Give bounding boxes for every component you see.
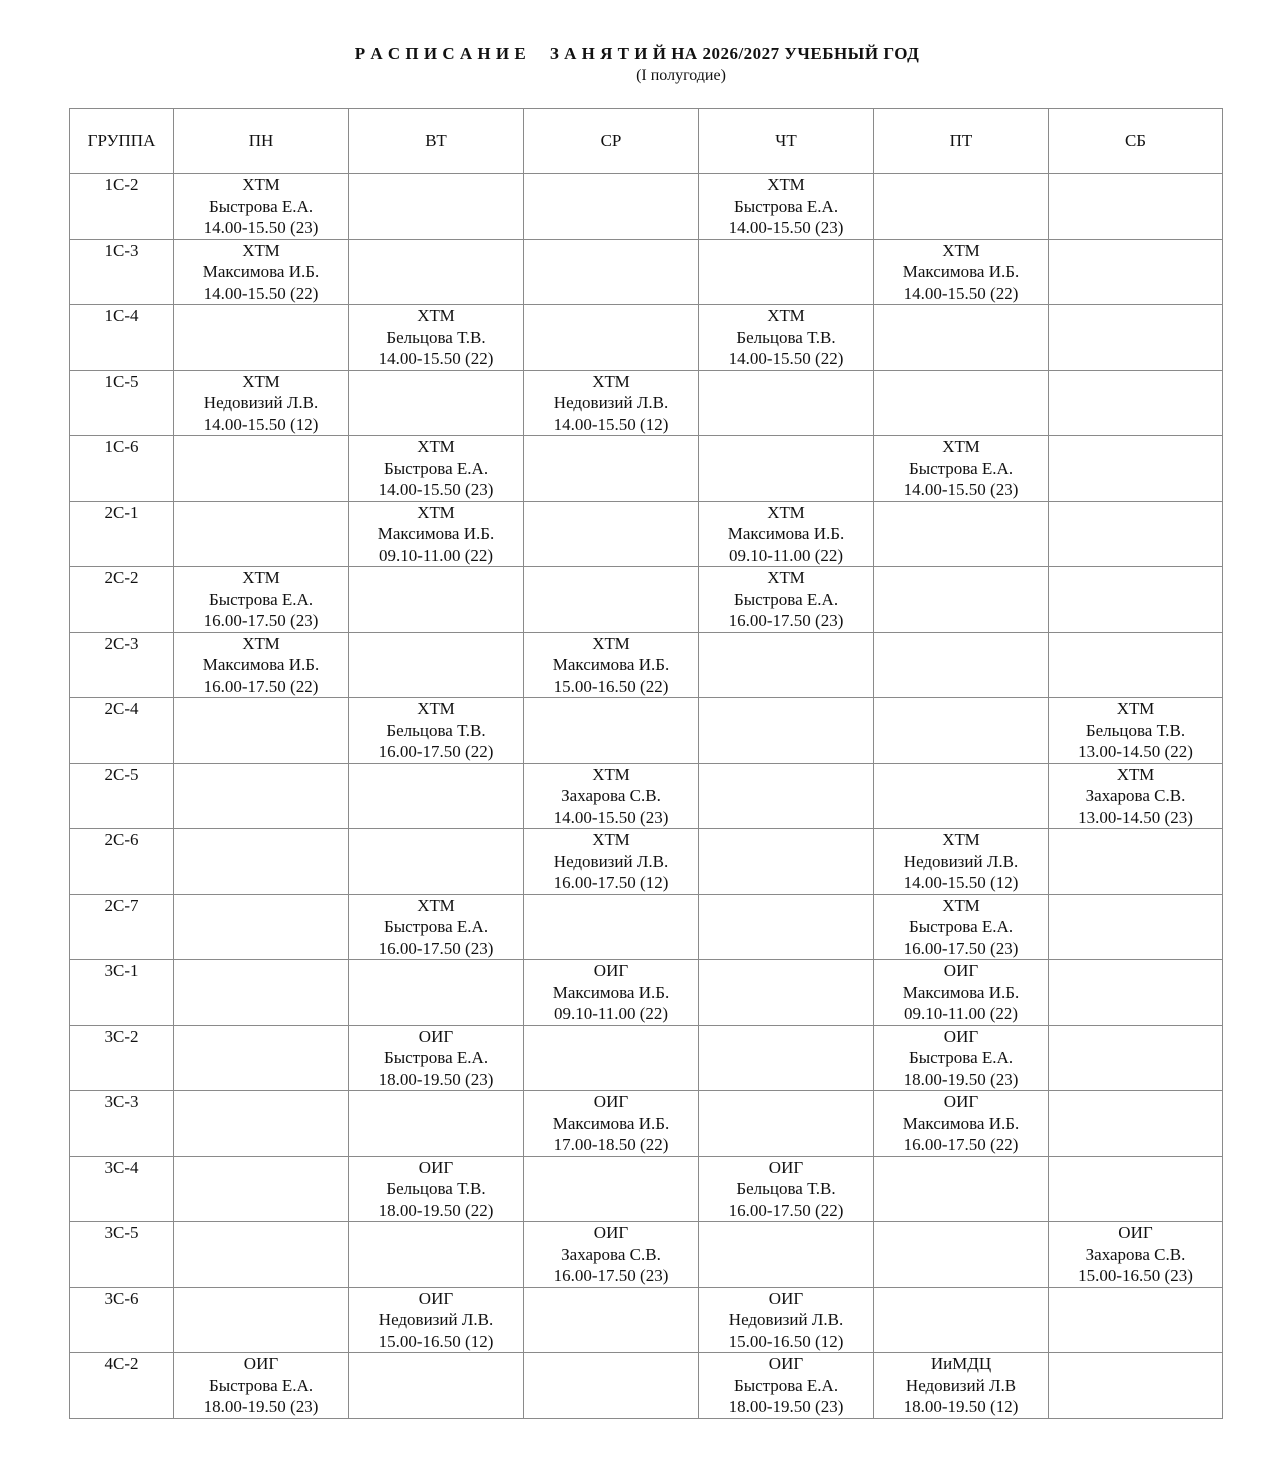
schedule-body	[70, 174, 1223, 1419]
cell-subject: ХТМ	[592, 633, 630, 653]
schedule-cell-mon	[174, 567, 349, 633]
schedule-cell-sat	[1049, 239, 1223, 305]
cell-subject: ХТМ	[242, 633, 280, 653]
group-cell: 2С-1	[70, 501, 174, 567]
cell-time-room: 18.00-19.50 (12)	[903, 1397, 1019, 1416]
cell-time-room: 14.00-15.50 (23)	[903, 480, 1019, 499]
schedule-cell-wed	[524, 305, 699, 371]
cell-time-room: 14.00-15.50 (22)	[728, 349, 844, 368]
table-row	[70, 174, 1223, 240]
schedule-cell-tue	[349, 567, 524, 633]
schedule-cell-sat	[1049, 370, 1223, 436]
table-row	[70, 1287, 1223, 1353]
schedule-cell-sat	[1049, 501, 1223, 567]
schedule-cell-mon	[174, 763, 349, 829]
schedule-cell-tue	[349, 1222, 524, 1288]
schedule-cell-thu	[699, 1287, 874, 1353]
schedule-cell-tue	[349, 1091, 524, 1157]
schedule-cell-wed	[524, 698, 699, 764]
cell-teacher: Захарова С.В.	[561, 1244, 661, 1264]
table-row	[70, 567, 1223, 633]
schedule-cell-mon	[174, 894, 349, 960]
schedule-cell-tue	[349, 763, 524, 829]
schedule-cell-mon	[174, 370, 349, 436]
schedule-cell-mon	[174, 1025, 349, 1091]
cell-subject: ХТМ	[417, 895, 455, 915]
cell-time-room: 18.00-19.50 (23)	[903, 1069, 1019, 1089]
cell-time-room: 18.00-19.50 (22)	[378, 1200, 494, 1220]
cell-teacher: Максимова И.Б.	[902, 982, 1020, 1002]
schedule-cell-mon	[174, 305, 349, 371]
cell-subject: ХТМ	[417, 502, 455, 522]
cell-time-room: 18.00-19.50 (23)	[378, 1069, 494, 1089]
cell-teacher: Быстрова Е.А.	[733, 1375, 839, 1395]
schedule-cell-mon	[174, 960, 349, 1026]
cell-teacher: Быстрова Е.А.	[208, 589, 314, 609]
cell-time-room: 14.00-15.50 (23)	[378, 480, 494, 499]
cell-time-room: 16.00-17.50 (22)	[903, 1135, 1019, 1154]
cell-teacher: Бельцова Т.В.	[386, 327, 486, 347]
schedule-cell-wed	[524, 632, 699, 698]
schedule-cell-thu	[699, 829, 874, 895]
cell-subject: ОИГ	[768, 1288, 804, 1308]
schedule-cell-fri	[874, 829, 1049, 895]
cell-subject: ОИГ	[768, 1354, 804, 1373]
cell-teacher: Быстрова Е.А.	[908, 1048, 1014, 1067]
cell-subject: ХТМ	[1116, 764, 1155, 784]
schedule-cell-thu	[699, 1353, 874, 1419]
schedule-cell-sat	[1049, 1156, 1223, 1222]
group-cell: 1С-5	[70, 370, 174, 436]
schedule-cell-thu	[699, 960, 874, 1026]
cell-time-room: 16.00-17.50 (23)	[903, 938, 1019, 958]
schedule-cell-mon	[174, 436, 349, 502]
cell-subject: ХТМ	[592, 830, 630, 849]
group-cell: 3С-3	[70, 1091, 174, 1157]
table-row	[70, 1025, 1223, 1091]
cell-time-room: 14.00-15.50 (12)	[203, 414, 319, 434]
schedule-cell-thu	[699, 1156, 874, 1222]
column-header-group: ГРУППА	[70, 109, 174, 174]
schedule-cell-thu	[699, 894, 874, 960]
group-cell: 2С-7	[70, 894, 174, 960]
cell-teacher: Быстрова Е.А.	[733, 589, 839, 609]
schedule-cell-mon	[174, 1156, 349, 1222]
cell-subject: ХТМ	[417, 306, 455, 325]
cell-time-room: 15.00-16.50 (23)	[1078, 1266, 1193, 1285]
cell-subject: ОИГ	[593, 1223, 629, 1242]
schedule-cell-sat	[1049, 698, 1223, 764]
cell-subject: ХТМ	[767, 175, 805, 194]
schedule-cell-tue	[349, 1025, 524, 1091]
schedule-cell-tue	[349, 501, 524, 567]
schedule-cell-wed	[524, 1222, 699, 1288]
schedule-cell-wed	[524, 894, 699, 960]
schedule-cell-sat	[1049, 174, 1223, 240]
schedule-cell-mon	[174, 239, 349, 305]
cell-time-room: 18.00-19.50 (23)	[728, 1397, 844, 1416]
schedule-cell-fri	[874, 501, 1049, 567]
column-header-thu: ЧТ	[699, 109, 874, 174]
cell-teacher: Недовизий Л.В.	[553, 393, 669, 412]
schedule-table	[69, 108, 1223, 1419]
group-cell: 1С-4	[70, 305, 174, 371]
table-row	[70, 305, 1223, 371]
schedule-cell-wed	[524, 1353, 699, 1419]
cell-time-room: 09.10-11.00 (22)	[903, 1004, 1019, 1023]
schedule-cell-mon	[174, 174, 349, 240]
cell-subject: ОИГ	[943, 1026, 979, 1046]
schedule-cell-tue	[349, 239, 524, 305]
schedule-cell-fri	[874, 960, 1049, 1026]
table-row	[70, 960, 1223, 1026]
schedule-cell-wed	[524, 1091, 699, 1157]
cell-time-room: 09.10-11.00 (22)	[728, 545, 844, 565]
cell-teacher: Быстрова Е.А.	[383, 1048, 489, 1067]
cell-time-room: 15.00-16.50 (12)	[378, 1331, 494, 1351]
cell-subject: ИиМДЦ	[930, 1354, 992, 1373]
group-cell: 2С-6	[70, 829, 174, 895]
cell-teacher: Максимова И.Б.	[202, 262, 320, 281]
schedule-cell-wed	[524, 1025, 699, 1091]
schedule-cell-wed	[524, 174, 699, 240]
schedule-title: Р А С П И С А Н И Е З А Н Я Т И Й НА 2026/2027 УЧЕБНЫЙ ГОД	[354, 44, 920, 63]
schedule-cell-fri	[874, 370, 1049, 436]
schedule-cell-fri	[874, 1025, 1049, 1091]
schedule-cell-wed	[524, 1156, 699, 1222]
schedule-cell-fri	[874, 1091, 1049, 1157]
table-row	[70, 239, 1223, 305]
schedule-cell-thu	[699, 436, 874, 502]
cell-time-room: 16.00-17.50 (12)	[553, 873, 669, 892]
schedule-cell-thu	[699, 1091, 874, 1157]
schedule-cell-wed	[524, 567, 699, 633]
table-row	[70, 1091, 1223, 1157]
cell-subject: ХТМ	[592, 371, 630, 391]
group-cell: 3С-6	[70, 1287, 174, 1353]
schedule-cell-thu	[699, 632, 874, 698]
table-row	[70, 370, 1223, 436]
column-header-mon: ПН	[174, 109, 349, 174]
cell-time-room: 13.00-14.50 (22)	[1078, 742, 1193, 761]
schedule-cell-mon	[174, 698, 349, 764]
cell-teacher: Быстрова Е.А.	[383, 458, 489, 478]
cell-subject: ХТМ	[242, 568, 280, 587]
schedule-cell-tue	[349, 698, 524, 764]
cell-subject: ОИГ	[593, 1092, 629, 1111]
cell-teacher: Бельцова Т.В.	[386, 720, 486, 740]
cell-subject: ХТМ	[942, 437, 980, 456]
cell-subject: ОИГ	[768, 1157, 804, 1177]
cell-teacher: Недовизий Л.В.	[728, 1310, 844, 1329]
schedule-cell-fri	[874, 1353, 1049, 1419]
cell-teacher: Быстрова Е.А.	[208, 1375, 314, 1395]
cell-teacher: Максимова И.Б.	[552, 655, 670, 674]
schedule-cell-thu	[699, 174, 874, 240]
cell-time-room: 14.00-15.50 (22)	[203, 283, 319, 303]
schedule-cell-fri	[874, 239, 1049, 305]
group-cell: 3С-1	[70, 960, 174, 1026]
schedule-cell-tue	[349, 436, 524, 502]
schedule-cell-fri	[874, 305, 1049, 371]
schedule-cell-sat	[1049, 567, 1223, 633]
schedule-cell-wed	[524, 370, 699, 436]
cell-subject: ХТМ	[1116, 699, 1155, 718]
schedule-cell-fri	[874, 174, 1049, 240]
table-row	[70, 632, 1223, 698]
cell-time-room: 13.00-14.50 (23)	[1078, 807, 1193, 827]
schedule-cell-mon	[174, 1222, 349, 1288]
group-cell: 3С-4	[70, 1156, 174, 1222]
cell-subject: ОИГ	[418, 1026, 454, 1046]
cell-teacher: Недовизий Л.В.	[203, 393, 319, 412]
cell-teacher: Недовизий Л.В.	[378, 1310, 494, 1329]
cell-subject: ОИГ	[418, 1288, 454, 1308]
schedule-cell-tue	[349, 894, 524, 960]
table-row	[70, 763, 1223, 829]
schedule-cell-mon	[174, 1353, 349, 1419]
schedule-cell-mon	[174, 501, 349, 567]
cell-teacher: Бельцова Т.В.	[736, 327, 836, 347]
cell-teacher: Быстрова Е.А.	[208, 196, 314, 216]
column-header-fri: ПТ	[874, 109, 1049, 174]
schedule-cell-tue	[349, 1287, 524, 1353]
group-cell: 2С-2	[70, 567, 174, 633]
schedule-cell-mon	[174, 829, 349, 895]
table-row	[70, 698, 1223, 764]
group-cell: 2С-5	[70, 763, 174, 829]
schedule-cell-sat	[1049, 763, 1223, 829]
schedule-cell-sat	[1049, 1091, 1223, 1157]
schedule-cell-fri	[874, 632, 1049, 698]
schedule-cell-sat	[1049, 1025, 1223, 1091]
schedule-cell-thu	[699, 567, 874, 633]
schedule-cell-fri	[874, 894, 1049, 960]
cell-teacher: Максимова И.Б.	[902, 262, 1020, 281]
cell-teacher: Недовизий Л.В.	[553, 851, 669, 871]
group-cell: 2С-4	[70, 698, 174, 764]
table-row	[70, 894, 1223, 960]
schedule-cell-fri	[874, 567, 1049, 633]
cell-time-room: 16.00-17.50 (22)	[203, 676, 319, 696]
cell-teacher: Недовизий Л.В.	[903, 851, 1019, 871]
cell-time-room: 17.00-18.50 (22)	[553, 1135, 669, 1154]
cell-subject: ХТМ	[242, 175, 280, 194]
schedule-cell-thu	[699, 501, 874, 567]
cell-time-room: 09.10-11.00 (22)	[378, 545, 494, 565]
schedule-cell-wed	[524, 960, 699, 1026]
cell-subject: ХТМ	[767, 502, 805, 522]
cell-subject: ОИГ	[943, 1092, 979, 1111]
table-row	[70, 1222, 1223, 1288]
cell-teacher: Недовизий Л.В	[905, 1375, 1017, 1395]
schedule-cell-fri	[874, 1222, 1049, 1288]
cell-teacher: Бельцова Т.В.	[386, 1179, 486, 1198]
cell-time-room: 14.00-15.50 (22)	[903, 283, 1019, 303]
schedule-cell-fri	[874, 1156, 1049, 1222]
table-row	[70, 829, 1223, 895]
group-cell: 1С-3	[70, 239, 174, 305]
cell-time-room: 14.00-15.50 (23)	[728, 218, 844, 237]
group-cell: 1С-6	[70, 436, 174, 502]
schedule-cell-sat	[1049, 305, 1223, 371]
group-cell: 4С-2	[70, 1353, 174, 1419]
schedule-cell-fri	[874, 1287, 1049, 1353]
cell-teacher: Бельцова Т.В.	[736, 1179, 836, 1198]
group-cell: 2С-3	[70, 632, 174, 698]
table-row	[70, 1156, 1223, 1222]
schedule-cell-tue	[349, 370, 524, 436]
schedule-cell-mon	[174, 632, 349, 698]
cell-subject: ХТМ	[942, 240, 980, 260]
schedule-cell-sat	[1049, 1353, 1223, 1419]
schedule-cell-thu	[699, 1222, 874, 1288]
table-row	[70, 1353, 1223, 1419]
cell-time-room: 15.00-16.50 (12)	[728, 1331, 844, 1351]
group-cell: 3С-5	[70, 1222, 174, 1288]
schedule-cell-thu	[699, 698, 874, 764]
cell-subject: ХТМ	[242, 371, 280, 391]
schedule-cell-sat	[1049, 436, 1223, 502]
schedule-cell-tue	[349, 305, 524, 371]
cell-subject: ХТМ	[767, 306, 805, 325]
cell-teacher: Быстрова Е.А.	[383, 917, 489, 936]
schedule-cell-tue	[349, 174, 524, 240]
cell-teacher: Захарова С.В.	[561, 786, 661, 805]
schedule-cell-thu	[699, 239, 874, 305]
cell-time-room: 09.10-11.00 (22)	[553, 1004, 669, 1023]
column-header-sat: СБ	[1049, 109, 1223, 174]
schedule-subtitle: (I полугодие)	[636, 67, 726, 84]
cell-subject: ХТМ	[242, 240, 280, 260]
group-cell: 1С-2	[70, 174, 174, 240]
schedule-cell-thu	[699, 763, 874, 829]
cell-time-room: 16.00-17.50 (22)	[378, 742, 494, 761]
cell-subject: ХТМ	[417, 437, 455, 456]
cell-time-room: 16.00-17.50 (23)	[378, 938, 494, 958]
header-row	[70, 109, 1223, 174]
cell-time-room: 14.00-15.50 (22)	[378, 349, 494, 368]
schedule-cell-fri	[874, 763, 1049, 829]
cell-teacher: Максимова И.Б.	[552, 982, 670, 1002]
schedule-cell-wed	[524, 501, 699, 567]
schedule-cell-tue	[349, 632, 524, 698]
cell-time-room: 16.00-17.50 (22)	[728, 1200, 844, 1220]
cell-time-room: 14.00-15.50 (12)	[903, 873, 1019, 892]
schedule-cell-thu	[699, 1025, 874, 1091]
cell-time-room: 15.00-16.50 (22)	[553, 676, 669, 696]
cell-teacher: Захарова С.В.	[1085, 1244, 1186, 1264]
cell-subject: ХТМ	[592, 764, 630, 784]
cell-subject: ХТМ	[942, 895, 980, 915]
schedule-cell-sat	[1049, 1287, 1223, 1353]
schedule-cell-tue	[349, 829, 524, 895]
cell-time-room: 16.00-17.50 (23)	[553, 1266, 669, 1285]
cell-teacher: Быстрова Е.А.	[733, 196, 839, 216]
cell-time-room: 16.00-17.50 (23)	[728, 611, 844, 630]
cell-time-room: 16.00-17.50 (23)	[203, 611, 319, 630]
schedule-cell-sat	[1049, 1222, 1223, 1288]
cell-subject: ОИГ	[418, 1157, 454, 1177]
cell-teacher: Быстрова Е.А.	[908, 458, 1014, 478]
schedule-cell-sat	[1049, 632, 1223, 698]
cell-teacher: Максимова И.Б.	[202, 655, 320, 674]
cell-teacher: Максимова И.Б.	[902, 1113, 1020, 1133]
group-cell: 3С-2	[70, 1025, 174, 1091]
cell-subject: ОИГ	[243, 1354, 279, 1373]
schedule-cell-tue	[349, 1353, 524, 1419]
schedule-cell-mon	[174, 1091, 349, 1157]
table-row	[70, 436, 1223, 502]
schedule-cell-mon	[174, 1287, 349, 1353]
cell-subject: ОИГ	[1118, 1223, 1153, 1242]
schedule-cell-wed	[524, 829, 699, 895]
cell-time-room: 18.00-19.50 (23)	[203, 1397, 319, 1416]
cell-teacher: Максимова И.Б.	[727, 524, 845, 543]
cell-subject: ХТМ	[767, 568, 805, 587]
cell-subject: ОИГ	[593, 961, 629, 980]
schedule-cell-sat	[1049, 894, 1223, 960]
cell-teacher: Максимова И.Б.	[552, 1113, 670, 1133]
cell-time-room: 14.00-15.50 (23)	[203, 218, 319, 237]
cell-time-room: 14.00-15.50 (12)	[553, 414, 669, 434]
cell-teacher: Захарова С.В.	[1085, 786, 1186, 805]
column-header-tue: ВТ	[349, 109, 524, 174]
schedule-cell-sat	[1049, 829, 1223, 895]
schedule-cell-sat	[1049, 960, 1223, 1026]
schedule-cell-wed	[524, 1287, 699, 1353]
cell-subject: ХТМ	[417, 699, 455, 718]
schedule-cell-thu	[699, 370, 874, 436]
column-header-wed: СР	[524, 109, 699, 174]
table-row	[70, 501, 1223, 567]
schedule-cell-thu	[699, 305, 874, 371]
schedule-cell-wed	[524, 239, 699, 305]
schedule-cell-wed	[524, 763, 699, 829]
cell-subject: ОИГ	[943, 961, 979, 980]
cell-teacher: Максимова И.Б.	[377, 524, 495, 543]
schedule-cell-fri	[874, 698, 1049, 764]
schedule-cell-tue	[349, 960, 524, 1026]
cell-teacher: Бельцова Т.В.	[1085, 720, 1186, 740]
cell-time-room: 14.00-15.50 (23)	[553, 807, 669, 827]
schedule-cell-tue	[349, 1156, 524, 1222]
schedule-cell-fri	[874, 436, 1049, 502]
schedule-cell-wed	[524, 436, 699, 502]
cell-subject: ХТМ	[942, 830, 980, 849]
cell-teacher: Быстрова Е.А.	[908, 917, 1014, 936]
